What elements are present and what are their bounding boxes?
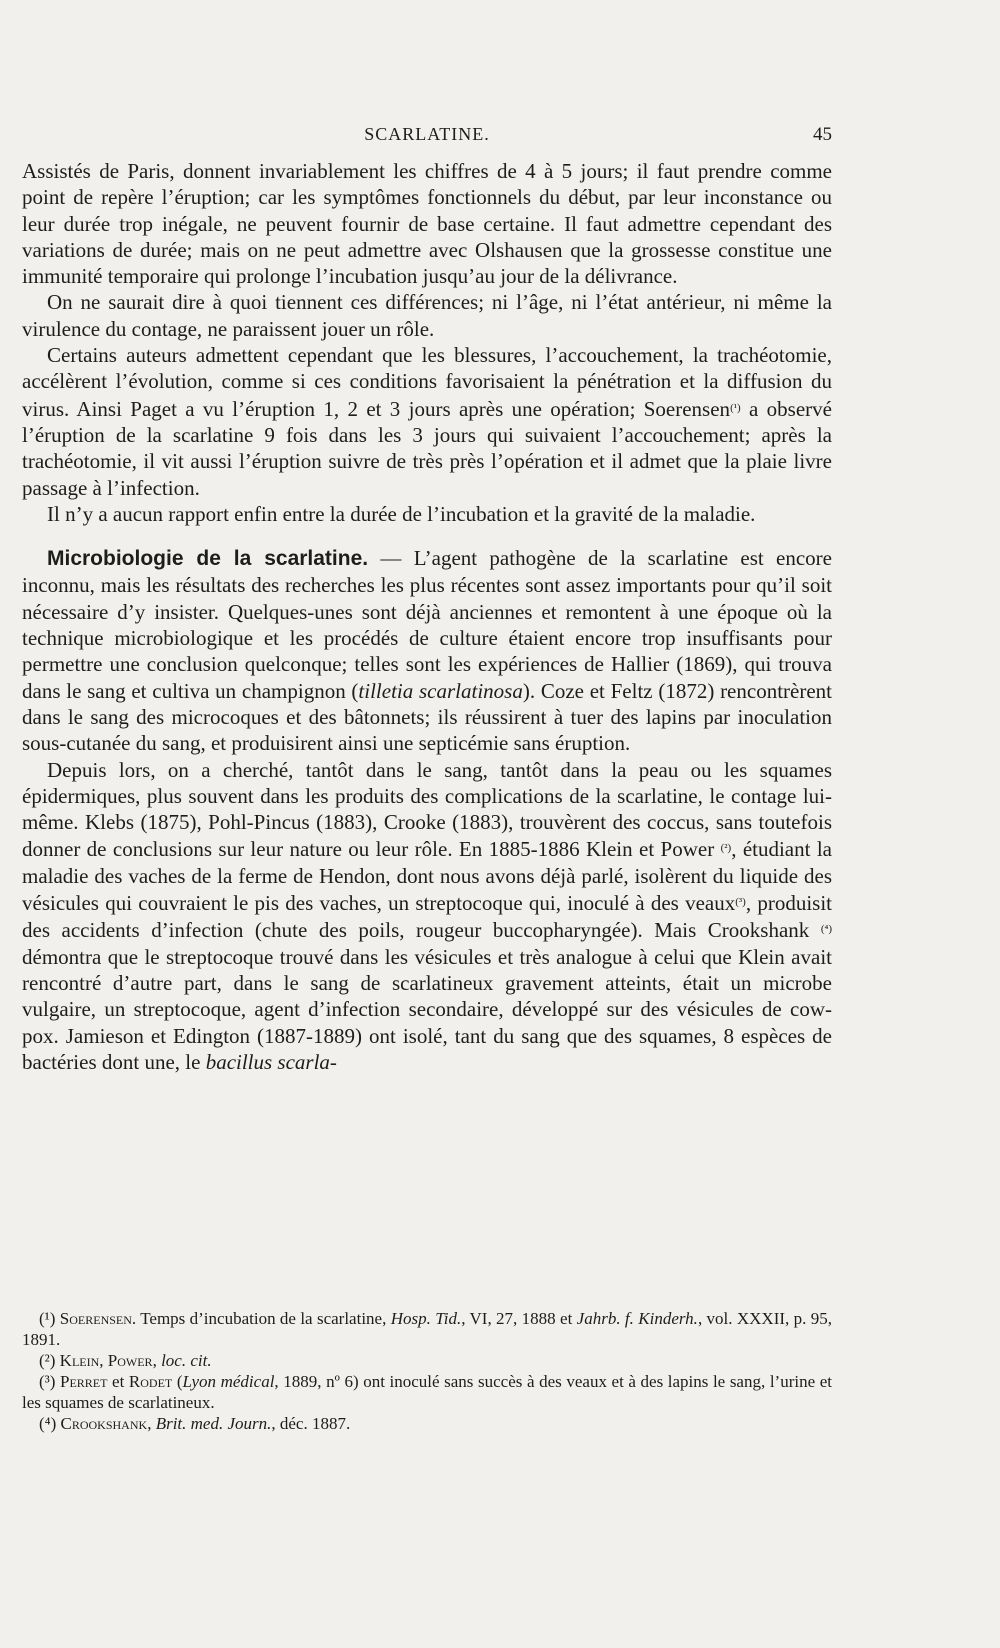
footnote-4-text-b: , déc. 1887. — [271, 1414, 351, 1433]
running-title: SCARLATINE. — [364, 124, 490, 144]
page-number: 45 — [813, 124, 832, 145]
footnote-ref-1: (¹) — [730, 401, 741, 414]
paragraph-1: Assistés de Paris, donnent invariablement les chiffres de 4 à 5 jours; il faut prendre comme point de repère l’éruption; car les symptômes fonctionnels du début, par leur inconstance ou leur durée trop inégale, ne peuvent fournir de base certaine. Il faut admettre cependant des variations de durée; mais on ne peut admettre avec Olshausen que la grossesse constitue une immunité temporaire qui prolonge l’incubation jusqu’au jour de la délivrance. — [22, 159, 832, 289]
paragraph-2: On ne saurait dire à quoi tiennent ces différences; ni l’âge, ni l’état antérieur, ni même la virulence du contage, ne paraissent jouer un rôle. — [22, 290, 832, 341]
running-head — [22, 124, 832, 148]
footnote-3 — [22, 1371, 832, 1413]
footnote-3-author: Perret — [60, 1372, 108, 1391]
footnote-3-text-a: ( — [172, 1372, 183, 1391]
footnote-2 — [22, 1350, 832, 1371]
footnote-2-author: Klein, Power — [59, 1351, 153, 1370]
paragraph-5 — [22, 545, 832, 756]
footnote-4-text-a: , — [147, 1414, 156, 1433]
footnote-ref-4: (⁴) — [820, 923, 832, 936]
footnote-ref-2: (²) — [720, 842, 732, 855]
paragraph-6 — [22, 757, 832, 1076]
footnote-1-text-b: , VI, 27, 1888 et — [461, 1309, 577, 1328]
paragraph-6-text-a: Depuis lors, on a cherché, tantôt dans le sang, tantôt dans la peau ou les squames épidermiques, plus souvent dans les produits des complications de la scarlatine, le contage lui-même. Klebs (1875), Pohl-Pincus (1883), Crooke (1883), trouvèrent des coccus, sans toutefois donner de conclusions sur leur nature ou leur rôle. En 1885-1886 Klein et Power — [22, 757, 832, 862]
footnote-2-mark: (²) — [39, 1351, 60, 1370]
paragraph-6-italic: bacillus scarla- — [205, 1049, 337, 1074]
paragraph-5-italic: tilletia scarlatinosa — [358, 678, 523, 703]
footnote-1-author: Soerensen — [59, 1309, 132, 1328]
footnote-3-text-b: , 1889, nº 6) ont inoculé sans succès à des veaux et à des lapins le sang, l’urine et les squames de scarlatineux. — [22, 1372, 832, 1412]
paragraph-6-text-b: , étudiant la maladie des vaches de la ferme de Hendon, dont nous avons déjà parlé, isolèrent du liquide des vésicules qui couvraient le pis des vaches, un streptocoque qui, inoculé à des veaux — [22, 837, 832, 916]
paragraph-3-text-b: a observé l’éruption de la scarlatine 9 fois dans les 3 jours qui suivaient l’accouchement; après la trachéotomie, il vit aussi l’éruption suivre de très près l’opération et il admet que la plaie livre passage à l’infection. — [22, 396, 832, 500]
footnote-4 — [22, 1413, 832, 1434]
footnote-1-journal: Hosp. Tid. — [390, 1309, 462, 1328]
paragraph-6-text-c: , produisit des accidents d’infection (chute des poils, rougeur buccopharyngée). Mais Crookshank — [22, 891, 833, 943]
footnote-1-text-c: , vol. XXXII, p. 95, 1891. — [22, 1309, 832, 1349]
footnote-4-mark: (⁴) — [39, 1414, 61, 1433]
footnote-ref-3: (³) — [735, 896, 746, 909]
footnote-1-mark: (¹) — [39, 1309, 60, 1328]
footnotes — [22, 1308, 832, 1434]
footnote-4-author: Crookshank — [60, 1414, 148, 1433]
footnote-2-text-a: , — [152, 1351, 162, 1370]
footnote-3-journal: Lyon médical — [182, 1372, 275, 1391]
footnote-3-mark: (³) — [39, 1372, 61, 1391]
body-text — [22, 158, 832, 1075]
paragraph-4: Il n’y a aucun rapport enfin entre la durée de l’incubation et la gravité de la maladie. — [47, 501, 756, 526]
footnote-1-journal-2: Jahrb. f. Kinderh. — [576, 1309, 698, 1328]
paragraph-3-text-a: Certains auteurs admettent cependant que les blessures, l’accouchement, la trachéotomie, accélèrent l’évolution, comme si ces conditions favorisaient la pénétration et la diffusion du virus. Ainsi Paget a vu l’éruption 1, 2 et 3 jours après une opération; Soerensen — [22, 343, 832, 421]
paragraph-3 — [22, 342, 832, 501]
paragraph-5-text-b: ). Coze et Feltz (1872) rencontrèrent dans le sang des microcoques et des bâtonnets; ils réussirent à tuer des lapins par inoculation sous-cutanée du sang, et produisirent ainsi une septicémie sans éruption. — [22, 678, 832, 756]
footnote-1-text-a: . Temps d’incubation de la scarlatine, — [131, 1309, 391, 1328]
footnote-4-journal: Brit. med. Journ. — [155, 1414, 272, 1433]
section-heading: Microbiologie de la scarlatine. — [47, 547, 369, 571]
footnote-3-author-2: Rodet — [128, 1372, 173, 1391]
footnote-3-et: et — [107, 1372, 129, 1391]
paragraph-6-text-d: démontra que le streptocoque trouvé dans les vésicules et très analogue à celui que Klein avait rencontré d’autre part, dans le sang de scarlatineux gravement atteints, était un microbe vulgaire, un streptocoque, agent d’infection secondaire, développé sur des vésicules de cow-pox. Jamieson et Edington (1887-1889) ont isolé, tant du sang que des squames, 8 espèces de bactéries dont une, le — [22, 944, 832, 1074]
footnote-1 — [22, 1308, 832, 1350]
footnote-2-loc: loc. cit. — [161, 1351, 212, 1370]
paragraph-5-text-a: — L’agent pathogène de la scarlatine est encore inconnu, mais les résultats des recherches les plus récentes sont assez importants pour qu’il soit nécessaire d’y insister. Quelques-unes sont déjà anciennes et remontent à une époque où la technique microbiologique et les procédés de culture étaient encore trop insuffisants pour permettre une conclusion quelconque; telles sont les expériences de Hallier (1869), qui trouva dans le sang et cultiva un champignon ( — [22, 546, 832, 703]
